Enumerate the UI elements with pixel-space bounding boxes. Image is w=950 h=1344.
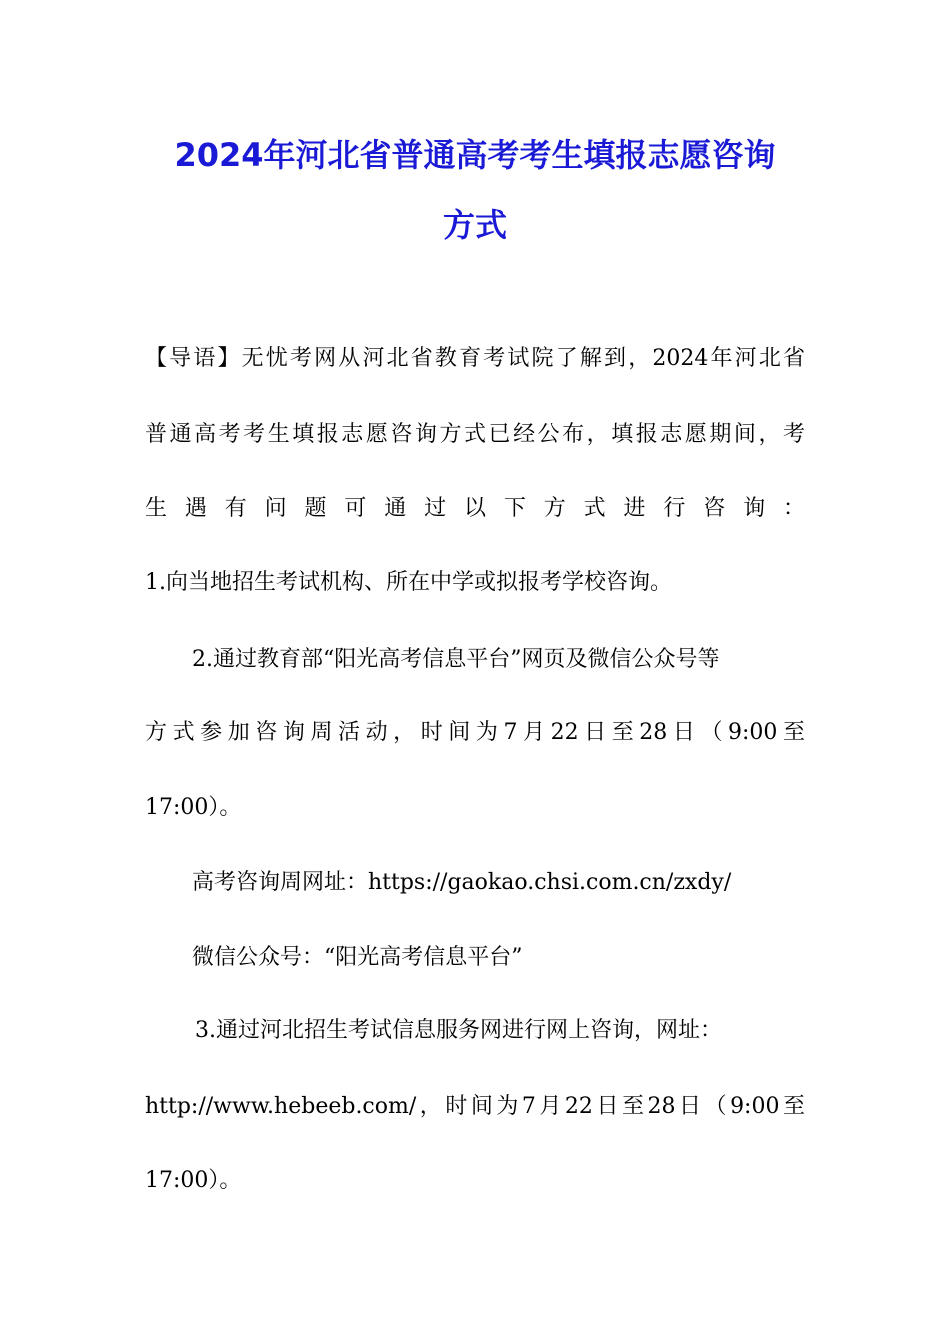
item-2-line-3: 17:00）。 [145, 795, 242, 820]
item-3-line-1: 3.通过河北招生考试信息服务网进行网上咨询，网址： [195, 1018, 722, 1043]
document-title-line-2: 方式 [442, 206, 507, 244]
item-1-line: 1.向当地招生考试机构、所在中学或拟报考学校咨询。 [145, 570, 672, 595]
paragraph-intro-line-2: 普通高考考生填报志愿咨询方式已经公布，填报志愿期间，考 [145, 422, 805, 447]
wechat-account-line: 微信公众号：“阳光高考信息平台” [192, 945, 523, 970]
paragraph-intro-line-1: 【导语】无忧考网从河北省教育考试院了解到，2024年河北省 [145, 346, 805, 371]
item-3-line-2: http://www.hebeeb.com/，时间为7月22日至28日（9:00至 [145, 1094, 805, 1119]
paragraph-intro-line-3: 生遇有问题可通过以下方式进行咨询： [145, 496, 805, 521]
item-2-line-1: 2.通过教育部“阳光高考信息平台”网页及微信公众号等 [192, 647, 720, 672]
item-3-line-3: 17:00）。 [145, 1168, 242, 1193]
gaokao-consult-url-line: 高考咨询周网址：https://gaokao.chsi.com.cn/zxdy/ [192, 870, 732, 895]
item-2-line-2: 方式参加咨询周活动，时间为7月22日至28日（9:00至 [145, 720, 805, 745]
document-title-line-1: 2024年河北省普通高考考生填报志愿咨询 [174, 136, 776, 174]
